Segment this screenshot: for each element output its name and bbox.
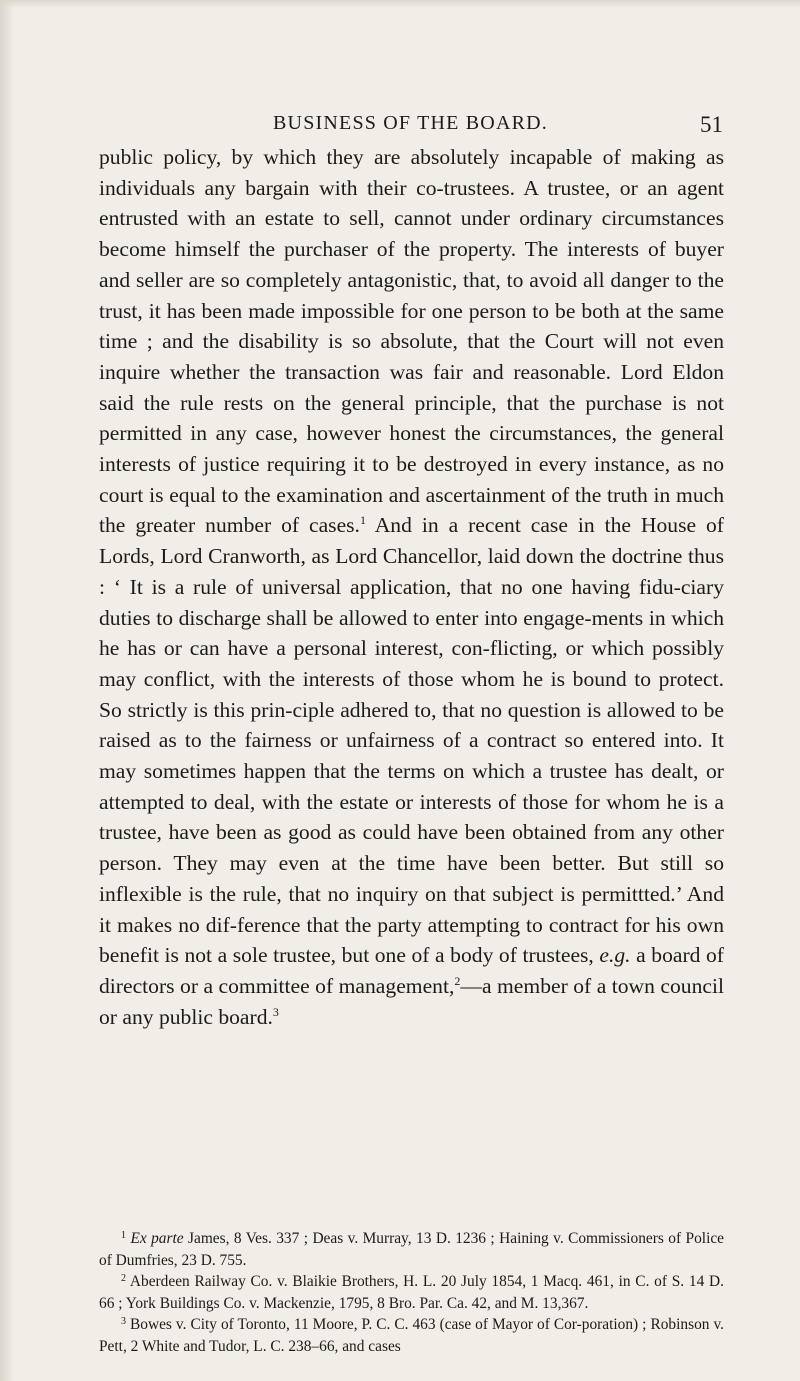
footnote-text: James, 8 Ves. 337 ; Deas v. Murray, 13 D. 1236 ; Haining v. Commissioners of Police of Dumfries, 23 D. 755. xyxy=(99,1230,725,1269)
footnote-ref-1: 1 xyxy=(359,513,366,528)
footnote-ref-2: 2 xyxy=(454,973,461,988)
body-segment-2: And in a recent case in the House of Lords, Lord Cranworth, as Lord Chancellor, laid down the doctrine thus : ‘ It is a rule of universal application, that no one having fidu-ciary duties to discharge shall be allowed to enter into engage-ments in which he has or can have a personal interest, con-flicting, or which possibly may conflict, with the interests of those whom he is bound to protect. So strictly is this prin-ciple adhered to, that no question is allowed to be raised as to the fairness or unfairness of a contract so entered into. It may sometimes happen that the terms on which a trustee has dealt, or attempted to deal, with the estate or interests of those for whom he is a trustee, have been as good as could have been obtained from any other person. They may even at the time have been better. But still so inflexible is the rule, that no inquiry on that subject is permittted.’ And it makes no dif-ference that the party attempting to contract for his own benefit is not a sole trustee, but one of a body of trustees, xyxy=(99,513,724,968)
footnote-marker: 1 xyxy=(121,1230,126,1241)
footnote-text: Bowes v. City of Toronto, 11 Moore, P. C. C. 463 (case of Mayor of Cor-poration) ; Robinson v. Pett, 2 White and Tudor, L. C. 238–66, and cases xyxy=(99,1316,724,1355)
footnote-italic: Ex parte xyxy=(130,1230,184,1247)
body-paragraph xyxy=(99,142,724,1032)
body-segment-4: —a member of a town council or any public board. xyxy=(99,973,724,1029)
footnote-ref-3: 3 xyxy=(272,1004,279,1019)
footnote-marker: 3 xyxy=(121,1316,126,1328)
footnote-2 xyxy=(99,1271,724,1314)
footnote-marker: 2 xyxy=(121,1273,126,1285)
main-body-text xyxy=(99,142,724,1032)
body-italic-eg: e.g. xyxy=(599,943,631,968)
running-head: BUSINESS OF THE BOARD. xyxy=(273,112,548,134)
footnote-1 xyxy=(99,1228,724,1271)
body-segment-1: public policy, by which they are absolutely incapable of making as individuals any bargain with their co-trustees. A trustee, or an agent entrusted with an estate to sell, cannot under ordinary circumstances become himself the purchaser of the property. The interests of buyer and seller are so completely antagonistic, that, to avoid all danger to the trust, it has been made impossible for one person to be both at the same time ; and the disability is so absolute, that the Court will not even inquire whether the transaction was fair and reasonable. Lord Eldon said the rule rests on the general principle, that the purchase is not permitted in any case, however honest the circumstances, the general interests of justice requiring it to be destroyed in every instance, as no court is equal to the examination and ascertainment of the truth in much the greater number of cases. xyxy=(99,145,724,538)
footnotes xyxy=(99,1228,724,1358)
page-number: 51 xyxy=(700,112,723,137)
body-segment-3: a board of directors or a committee of management, xyxy=(99,943,724,998)
page-edge-shadow xyxy=(0,0,14,1381)
page-top-shadow xyxy=(0,0,800,8)
footnote-3 xyxy=(99,1314,724,1357)
page-header xyxy=(98,112,723,142)
footnote-text: Aberdeen Railway Co. v. Blaikie Brothers, H. L. 20 July 1854, 1 Macq. 461, in C. of S. 14 D. 66 ; York Buildings Co. v. Mackenzie, 1795, 8 Bro. Par. Ca. 42, and M. 13,367. xyxy=(99,1273,724,1312)
